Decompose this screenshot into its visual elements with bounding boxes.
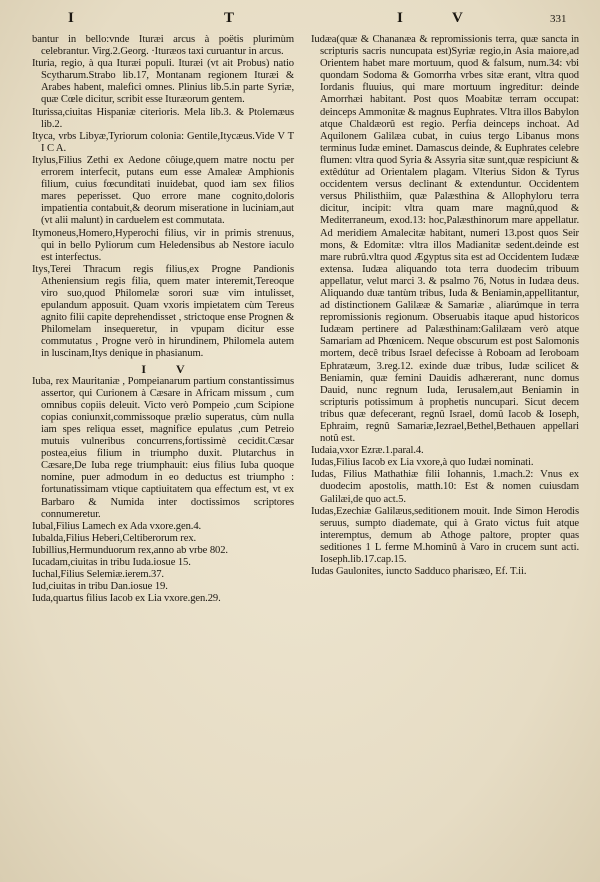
- dictionary-entry: Iuchal,Filius Selemiæ.ierem.37.: [32, 569, 164, 581]
- dictionary-entry: Iud,ciuitas in tribu Dan.iosue 19.: [32, 581, 168, 593]
- dictionary-entry: Iuda,quartus filius Iacob ex Lia vxore.gen.29.: [32, 593, 221, 605]
- dictionary-entry: Iudaia,vxor Ezræ.1.paral.4.: [311, 445, 424, 457]
- dictionary-entry: Ituria, regio, à qua Ituræi populi. Ituræi (vt ait Probus) natio Scytharum.Strabo lib.17, Montanam regionem Ituræi & Arabes habent, malefici omnes. Plinius lib.5.in parte Syriæ, quæ Cœle dicitur, scribit esse Ituræorum gentem.: [32, 58, 294, 106]
- dictionary-entry: Iturissa,ciuitas Hispaniæ citerioris. Mela lib.3. & Ptolemæus lib.2.: [32, 106, 294, 130]
- dictionary-entry: bantur in bello:vnde Ituræi arcus à poëtis plurimùm celebrantur. Virg.2.Georg. ·Ituræos taxi curuantur in arcus.: [32, 34, 294, 58]
- dictionary-entry: Iubalda,Filius Heberi,Celtiberorum rex.: [32, 532, 197, 544]
- dictionary-entry: Iudas,Ezechiæ Galilæus,seditionem mouit. Inde Simon Herodis seruus, sumpto diademate, qui à Grato victus fuit atque interemptus, demum ab Athoge paltore, propter quas seditiones 1 L ferme M.hominû à Varo in crucem sunt acti. Ioseph.lib.17.cap.15.: [311, 505, 579, 566]
- running-head-right-1: I: [397, 10, 403, 26]
- page-number: 331: [550, 13, 567, 25]
- running-head: [0, 10, 600, 32]
- dictionary-entry: Iudæa(quæ & Chananæa & repromissionis terra, quæ sancta in scripturis sacris nuncupata est)Syriæ regio,in Asia maiore,ad Orientem habet mare mortuum, quod & falsum, num.34: vbi quondam Sodoma & Gomorrha vrbes sitæ erant, vltra quod Iordanis fluuius, qui mare mortuum ingreditur: deinde Amorrhæi habitant. Post quos Moabitæ terram occupat: deinceps Ammonitæ & magnus Euphrates. Vltra illos Babylon atque Chaldæorû est regio. Perfia deinceps inchoat. Ad Aquilonem Galilæa cubat, in cuius tergo Libanus mons terminus Iudæ eminet. Damascus deinde, & Euphrates celebre flumen: vltra quod Syria & Assyria sitæ sunt,quæ respiciunt & extêdútur ad Orientalem plagam. Vlterius Sidon & Tyrus occidentem versus declinant & extenduntur. Occidentem versus Philisthiim, quæ Palæsthina & Allophyloru terra dicitur, incipit: vltra quam mare magnû,quod & Mediterraneum, exod.13: hoc,Palæsthinorum mare appellatur. Ad meridiem Amalecitæ habitant, numeri 13.post quos Seir mons, & Edomitæ: vltra illos Madianitæ sedent.deinde est mare rubrû.vltra quod Ægyptus sita est ad Occidentem Iudææ extensa. Iudæa aliquando tota terra duodecim tribuum appellatur, velut marci 3. & psalmo 76, Notus in Iudæa deus. Aliquando duæ tantùm tribus, Iuda & Beniamin,appellitantur, ad distinctionem Galilææ & Samariæ , aliarúmque in terra repromissionis regionum. Obseruabis itaque apud historicos Iudæam pertinere ad Palæsthinam:Galilæam verò atque Samariam ad Phœnicem. Neque obscurum est post Salomonis mortem, decê tribus Israel defecisse à Roboam ad Ieroboam Ephratæum, 3.reg.12. exinde duæ tribus, Iudæ scilicet & Beniamin, quæ femini Dauidis adhærerant, nunc domus Dauid, nunc regnum Iuda, Ierusalem,aut Beniamin in scripturis potissimum à prophetis nuncupari. Sicut decem tribus quæ defecerant, regnû Israel, domû Iacob & Ioseph, Ephraim, regnû Samariæ,Iezrael,Bethel,Bethauen appellari notû est.: [311, 34, 579, 445]
- dictionary-entry: Itys,Terei Thracum regis filius,ex Progne Pandionis Atheniensium regis filia, quem mater interemit,Tereoque viro suo,quod Philomelæ sorori suæ vim intulisset, epulandum apposuit. Quam vxoris impietatem cùm Tereus agnito filii capite deprehendisset , strictoque ense Prognen & Philomelam insequeretur, in vpupam dicitur esse commutatus , Progne verò in hirundinem, Philomela autem in luscinam,Itys denique in phasianum.: [32, 263, 294, 360]
- section-letter: V: [176, 361, 215, 376]
- dictionary-entry: Ityca, vrbs Libyæ,Tyriorum colonia: Gentile,Itycæus.Vide V T I C A.: [32, 130, 294, 154]
- dictionary-entry: Iudas, Filius Mathathiæ filii Iohannis, 1.mach.2: Vnus ex duodecim apostolis, matth.10: Est & nomen cuiusdam Galilæi,de quo act.5.: [311, 469, 579, 505]
- running-head-right-2: V: [452, 10, 463, 26]
- dictionary-entry: Itylus,Filius Zethi ex Aedone côiuge,quem matre noctu per errorem interfecit, putans eum esse Amaleæ Amphionis filium, cuius fœcunditati inuidebat, quod iam sex filios mares peperisset. Quo errore mane cognito,doloris impatientia contabuit,& deorum miseratione in luciniam,aut (vt alii malunt) in carduelem est commutata.: [32, 154, 294, 227]
- dictionary-entry: Iubal,Filius Lamech ex Ada vxore.gen.4.: [32, 520, 202, 532]
- dictionary-entry: Iucadam,ciuitas in tribu Iuda.iosue 15.: [32, 557, 191, 569]
- dictionary-entry: Itymoneus,Homero,Hyperochi filius, vir in primis strenuus, qui in bello Pyliorum cum Heledensibus ab Nestore iaculo est interfectus.: [32, 227, 294, 263]
- section-heading: [32, 363, 294, 375]
- right-column: [311, 34, 579, 578]
- dictionary-entry: Iudas,Filius Iacob ex Lia vxore,à quo Iudæi nominati.: [311, 457, 534, 469]
- dictionary-entry: Iuba, rex Mauritaniæ , Pompeianarum partium constantissimus assertor, qui Curionem à Cæsare in Africam missum , cum omnibus copiis deleuit. Victo verò Pompeio ,cum Scipione copias coniunxit,commissoque prælio superatus, cùm nulla iam spes reliqua esset, magnifice epulatus ,cum Petreio mutuis vulneribus concurrens,fortissimè cecidit.Cæsar postea,eius filium in triumpho duxit. Plutarchus in Cæsare,De Iuba rege triumphauit: eius filius Iuba quoque nomine, puer admodum in eo deductus est triumpho : fortunatissimam vtique captiuitatem qua effectum est, vt ex Barbaro & Numida inter doctissimos scriptores connumeretur.: [32, 375, 294, 520]
- dictionary-entry: Iudas Gaulonites, iuncto Sadduco pharisæo, Ef. T.ii.: [311, 566, 527, 578]
- running-head-left-1: I: [68, 10, 74, 26]
- dictionary-entry: Iubillius,Hermunduorum rex,anno ab vrbe 802.: [32, 544, 228, 556]
- left-column: [32, 34, 294, 605]
- section-letter: I: [141, 361, 176, 376]
- running-head-left-2: T: [224, 10, 235, 26]
